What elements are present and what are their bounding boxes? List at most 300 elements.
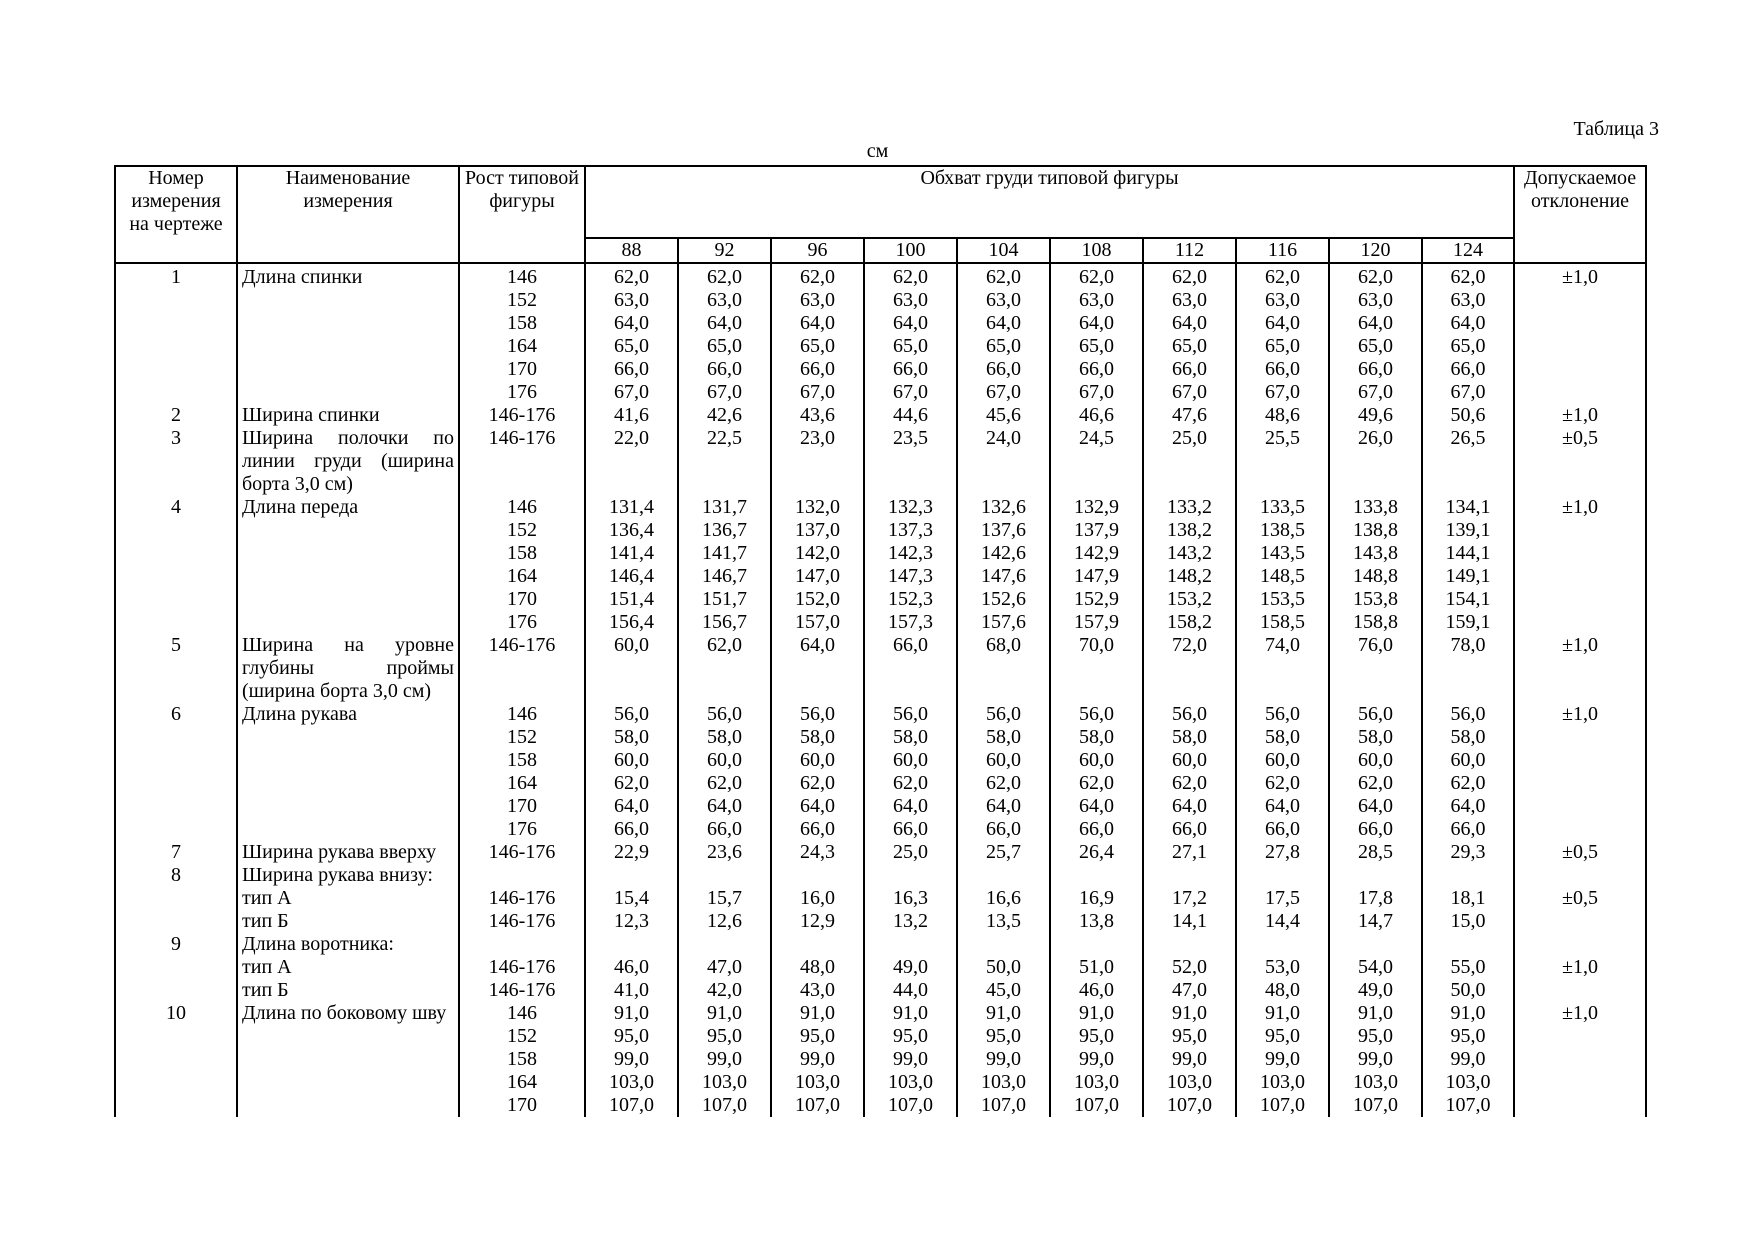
table-row — [115, 887, 1646, 910]
cell-number — [115, 956, 237, 979]
cell-value: 65,0 — [957, 335, 1050, 358]
cell-value: 137,6 — [957, 519, 1050, 542]
cell-name — [237, 1071, 459, 1094]
cell-value: 107,0 — [678, 1094, 771, 1117]
header-number-line: на чертеже — [129, 213, 223, 235]
cell-name — [237, 542, 459, 565]
cell-value: 103,0 — [678, 1071, 771, 1094]
cell-value: 152,6 — [957, 588, 1050, 611]
cell-value — [1236, 933, 1329, 956]
cell-value: 58,0 — [1050, 726, 1143, 749]
cell-value: 158,8 — [1329, 611, 1422, 634]
cell-name-line: Длина рукава — [242, 703, 357, 725]
cell-value: 47,0 — [678, 956, 771, 979]
cell-value: 62,0 — [1329, 772, 1422, 795]
cell-value: 64,0 — [1422, 795, 1514, 818]
cell-value: 58,0 — [678, 726, 771, 749]
table-row — [115, 956, 1646, 979]
cell-value: 60,0 — [957, 749, 1050, 772]
cell-tolerance — [1514, 864, 1646, 887]
cell-height: 146 — [459, 496, 585, 519]
header-tolerance-line: Допускаемое — [1523, 167, 1637, 189]
cell-value: 66,0 — [585, 818, 678, 841]
cell-value: 142,9 — [1050, 542, 1143, 565]
cell-value: 66,0 — [1329, 818, 1422, 841]
cell-tolerance — [1514, 1048, 1646, 1071]
cell-tolerance — [1514, 611, 1646, 634]
cell-height: 164 — [459, 1071, 585, 1094]
cell-value: 76,0 — [1329, 634, 1422, 703]
cell-value — [585, 864, 678, 887]
table-row — [115, 1025, 1646, 1048]
cell-tolerance — [1514, 979, 1646, 1002]
cell-value: 153,5 — [1236, 588, 1329, 611]
table-row — [115, 1048, 1646, 1071]
cell-value: 56,0 — [1236, 703, 1329, 726]
cell-tolerance — [1514, 1025, 1646, 1048]
cell-name — [237, 703, 459, 726]
cell-value: 42,0 — [678, 979, 771, 1002]
cell-tolerance: ±1,0 — [1514, 263, 1646, 289]
cell-value: 66,0 — [864, 358, 957, 381]
unit-label: см — [866, 140, 889, 162]
cell-value — [1143, 933, 1236, 956]
cell-value: 133,2 — [1143, 496, 1236, 519]
cell-value: 67,0 — [585, 381, 678, 404]
table-row — [115, 726, 1646, 749]
cell-tolerance — [1514, 335, 1646, 358]
cell-value: 99,0 — [1143, 1048, 1236, 1071]
cell-name — [237, 795, 459, 818]
cell-value: 22,0 — [585, 427, 678, 496]
cell-value: 67,0 — [1050, 381, 1143, 404]
cell-value: 143,8 — [1329, 542, 1422, 565]
cell-value: 60,0 — [1236, 749, 1329, 772]
cell-tolerance: ±1,0 — [1514, 703, 1646, 726]
cell-value: 53,0 — [1236, 956, 1329, 979]
cell-value: 66,0 — [1422, 358, 1514, 381]
cell-value: 49,6 — [1329, 404, 1422, 427]
header-chest-value: 116 — [1236, 238, 1329, 263]
cell-value: 64,0 — [771, 634, 864, 703]
cell-value: 70,0 — [1050, 634, 1143, 703]
cell-value: 143,2 — [1143, 542, 1236, 565]
cell-number: 5 — [115, 634, 237, 703]
cell-value: 23,6 — [678, 841, 771, 864]
cell-value: 64,0 — [1050, 795, 1143, 818]
cell-value — [1236, 864, 1329, 887]
cell-value: 147,3 — [864, 565, 957, 588]
cell-value: 159,1 — [1422, 611, 1514, 634]
cell-value: 64,0 — [1143, 312, 1236, 335]
cell-value: 25,5 — [1236, 427, 1329, 496]
cell-value: 58,0 — [771, 726, 864, 749]
cell-value: 147,6 — [957, 565, 1050, 588]
cell-value: 66,0 — [1050, 818, 1143, 841]
cell-value: 64,0 — [1236, 795, 1329, 818]
cell-value: 60,0 — [1050, 749, 1143, 772]
cell-value: 16,9 — [1050, 887, 1143, 910]
cell-value: 67,0 — [1236, 381, 1329, 404]
cell-height: 170 — [459, 1094, 585, 1117]
cell-value — [678, 933, 771, 956]
cell-name — [237, 772, 459, 795]
cell-value: 17,8 — [1329, 887, 1422, 910]
cell-value: 67,0 — [771, 381, 864, 404]
cell-value: 67,0 — [1422, 381, 1514, 404]
header-chest-group: Обхват груди типовой фигуры — [585, 166, 1514, 238]
cell-value: 91,0 — [957, 1002, 1050, 1025]
cell-value — [678, 864, 771, 887]
table-row — [115, 703, 1646, 726]
cell-height: 170 — [459, 588, 585, 611]
cell-name-line: (ширина борта 3,0 см) — [242, 680, 432, 702]
cell-number — [115, 588, 237, 611]
header-name-line: измерения — [303, 190, 393, 212]
cell-value: 56,0 — [1050, 703, 1143, 726]
cell-value: 157,9 — [1050, 611, 1143, 634]
cell-height: 146-176 — [459, 841, 585, 864]
cell-value: 95,0 — [1422, 1025, 1514, 1048]
cell-value: 99,0 — [678, 1048, 771, 1071]
cell-height: 146-176 — [459, 634, 585, 703]
cell-tolerance — [1514, 542, 1646, 565]
cell-value: 107,0 — [957, 1094, 1050, 1117]
header-chest-value: 96 — [771, 238, 864, 263]
cell-value: 133,8 — [1329, 496, 1422, 519]
cell-value — [1422, 933, 1514, 956]
cell-value: 141,7 — [678, 542, 771, 565]
cell-height: 152 — [459, 289, 585, 312]
cell-value: 63,0 — [678, 289, 771, 312]
cell-value: 66,0 — [1236, 818, 1329, 841]
cell-value: 65,0 — [771, 335, 864, 358]
table-row — [115, 749, 1646, 772]
cell-value: 67,0 — [1143, 381, 1236, 404]
cell-value: 64,0 — [771, 795, 864, 818]
cell-name-line: тип А — [242, 887, 292, 909]
cell-value: 132,3 — [864, 496, 957, 519]
cell-value: 99,0 — [1050, 1048, 1143, 1071]
cell-value: 64,0 — [1329, 795, 1422, 818]
cell-number — [115, 611, 237, 634]
cell-number — [115, 910, 237, 933]
cell-name-line: тип Б — [242, 910, 289, 932]
cell-tolerance — [1514, 289, 1646, 312]
table-row — [115, 519, 1646, 542]
cell-value: 28,5 — [1329, 841, 1422, 864]
cell-value: 147,0 — [771, 565, 864, 588]
cell-name — [237, 404, 459, 427]
cell-height: 158 — [459, 1048, 585, 1071]
cell-name — [237, 1025, 459, 1048]
cell-value: 60,0 — [1143, 749, 1236, 772]
cell-value: 95,0 — [1050, 1025, 1143, 1048]
cell-value: 62,0 — [1236, 772, 1329, 795]
cell-tolerance: ±0,5 — [1514, 887, 1646, 910]
cell-value: 64,0 — [1143, 795, 1236, 818]
cell-name — [237, 933, 459, 956]
cell-value: 64,0 — [864, 312, 957, 335]
cell-value: 103,0 — [864, 1071, 957, 1094]
header-chest-value: 100 — [864, 238, 957, 263]
cell-value: 136,4 — [585, 519, 678, 542]
cell-tolerance — [1514, 588, 1646, 611]
cell-value: 15,4 — [585, 887, 678, 910]
cell-value: 65,0 — [1050, 335, 1143, 358]
cell-tolerance — [1514, 910, 1646, 933]
cell-value: 107,0 — [864, 1094, 957, 1117]
cell-value: 66,0 — [585, 358, 678, 381]
cell-name — [237, 1002, 459, 1025]
header-tolerance — [1514, 166, 1646, 263]
cell-value — [864, 864, 957, 887]
cell-height: 146-176 — [459, 979, 585, 1002]
cell-value: 91,0 — [585, 1002, 678, 1025]
cell-value: 137,9 — [1050, 519, 1143, 542]
cell-name-line: Ширина спинки — [242, 404, 380, 426]
cell-number — [115, 1048, 237, 1071]
cell-name-line: глубины проймы — [242, 657, 454, 679]
cell-value — [771, 864, 864, 887]
cell-value: 45,6 — [957, 404, 1050, 427]
table-row — [115, 335, 1646, 358]
cell-value: 139,1 — [1422, 519, 1514, 542]
table-row — [115, 358, 1646, 381]
table-row — [115, 565, 1646, 588]
cell-value: 62,0 — [1236, 263, 1329, 289]
cell-tolerance — [1514, 519, 1646, 542]
cell-value: 48,0 — [771, 956, 864, 979]
cell-name — [237, 726, 459, 749]
cell-name — [237, 910, 459, 933]
cell-value: 72,0 — [1143, 634, 1236, 703]
cell-number: 3 — [115, 427, 237, 496]
cell-value: 107,0 — [1329, 1094, 1422, 1117]
cell-value: 137,0 — [771, 519, 864, 542]
cell-value — [1050, 864, 1143, 887]
cell-value: 46,0 — [1050, 979, 1143, 1002]
cell-value: 143,5 — [1236, 542, 1329, 565]
cell-value: 13,8 — [1050, 910, 1143, 933]
cell-value: 103,0 — [957, 1071, 1050, 1094]
cell-value: 158,5 — [1236, 611, 1329, 634]
cell-value: 156,7 — [678, 611, 771, 634]
table-row — [115, 427, 1646, 496]
header-chest-value: 120 — [1329, 238, 1422, 263]
cell-value: 107,0 — [585, 1094, 678, 1117]
cell-name — [237, 289, 459, 312]
cell-tolerance — [1514, 1071, 1646, 1094]
cell-value: 153,8 — [1329, 588, 1422, 611]
cell-name — [237, 588, 459, 611]
cell-value: 27,8 — [1236, 841, 1329, 864]
cell-value: 95,0 — [1143, 1025, 1236, 1048]
cell-value — [1329, 864, 1422, 887]
table-row — [115, 772, 1646, 795]
cell-name — [237, 496, 459, 519]
cell-name-line: борта 3,0 см) — [242, 473, 353, 495]
cell-value: 58,0 — [957, 726, 1050, 749]
cell-name — [237, 841, 459, 864]
cell-value: 62,0 — [1422, 772, 1514, 795]
cell-value: 58,0 — [1329, 726, 1422, 749]
cell-value: 142,3 — [864, 542, 957, 565]
cell-name — [237, 887, 459, 910]
cell-name — [237, 565, 459, 588]
cell-value: 63,0 — [957, 289, 1050, 312]
cell-value: 62,0 — [864, 772, 957, 795]
cell-value: 91,0 — [771, 1002, 864, 1025]
cell-value: 142,6 — [957, 542, 1050, 565]
cell-number: 8 — [115, 864, 237, 887]
cell-tolerance — [1514, 358, 1646, 381]
cell-value: 65,0 — [678, 335, 771, 358]
cell-value — [771, 933, 864, 956]
cell-value: 99,0 — [957, 1048, 1050, 1071]
cell-number — [115, 749, 237, 772]
cell-value: 62,0 — [1329, 263, 1422, 289]
cell-value: 66,0 — [1143, 358, 1236, 381]
cell-value: 67,0 — [864, 381, 957, 404]
cell-value: 157,0 — [771, 611, 864, 634]
cell-number — [115, 726, 237, 749]
cell-height: 146 — [459, 263, 585, 289]
cell-value — [957, 864, 1050, 887]
cell-value: 151,4 — [585, 588, 678, 611]
cell-value: 64,0 — [1329, 312, 1422, 335]
cell-value: 133,5 — [1236, 496, 1329, 519]
cell-value: 154,1 — [1422, 588, 1514, 611]
cell-value: 55,0 — [1422, 956, 1514, 979]
cell-value: 64,0 — [1236, 312, 1329, 335]
table-row — [115, 818, 1646, 841]
cell-value: 62,0 — [771, 772, 864, 795]
cell-value: 103,0 — [1422, 1071, 1514, 1094]
cell-height: 164 — [459, 565, 585, 588]
cell-value: 24,3 — [771, 841, 864, 864]
cell-value: 49,0 — [864, 956, 957, 979]
header-number — [115, 166, 237, 263]
cell-name — [237, 335, 459, 358]
cell-number — [115, 312, 237, 335]
cell-value: 50,0 — [1422, 979, 1514, 1002]
cell-value: 22,9 — [585, 841, 678, 864]
cell-value: 65,0 — [864, 335, 957, 358]
cell-value: 52,0 — [1143, 956, 1236, 979]
cell-value: 56,0 — [771, 703, 864, 726]
cell-value: 62,0 — [585, 263, 678, 289]
cell-value: 66,0 — [678, 818, 771, 841]
table-row — [115, 611, 1646, 634]
cell-value — [585, 933, 678, 956]
cell-value: 66,0 — [1422, 818, 1514, 841]
table-row — [115, 496, 1646, 519]
cell-height: 158 — [459, 749, 585, 772]
cell-value: 16,0 — [771, 887, 864, 910]
cell-number: 4 — [115, 496, 237, 519]
cell-value: 62,0 — [678, 772, 771, 795]
cell-value: 66,0 — [957, 818, 1050, 841]
cell-value: 64,0 — [678, 312, 771, 335]
cell-value: 47,6 — [1143, 404, 1236, 427]
cell-value: 78,0 — [1422, 634, 1514, 703]
cell-tolerance — [1514, 795, 1646, 818]
table-row — [115, 841, 1646, 864]
cell-value: 64,0 — [957, 795, 1050, 818]
cell-value: 47,0 — [1143, 979, 1236, 1002]
cell-value: 138,8 — [1329, 519, 1422, 542]
cell-value: 91,0 — [678, 1002, 771, 1025]
cell-name — [237, 263, 459, 289]
table-row — [115, 542, 1646, 565]
cell-height — [459, 933, 585, 956]
cell-value: 95,0 — [1236, 1025, 1329, 1048]
cell-value: 50,6 — [1422, 404, 1514, 427]
cell-value: 146,4 — [585, 565, 678, 588]
cell-value: 64,0 — [771, 312, 864, 335]
cell-value: 62,0 — [1050, 263, 1143, 289]
cell-value: 58,0 — [585, 726, 678, 749]
cell-name — [237, 381, 459, 404]
cell-value: 99,0 — [1329, 1048, 1422, 1071]
cell-value: 56,0 — [1422, 703, 1514, 726]
cell-height: 164 — [459, 772, 585, 795]
cell-name — [237, 818, 459, 841]
cell-value: 91,0 — [1236, 1002, 1329, 1025]
cell-name-line: Ширина на уровне — [242, 634, 454, 656]
cell-height: 158 — [459, 542, 585, 565]
cell-value: 66,0 — [771, 818, 864, 841]
cell-height: 170 — [459, 358, 585, 381]
cell-value: 23,5 — [864, 427, 957, 496]
cell-value: 14,4 — [1236, 910, 1329, 933]
cell-name-line: Длина по боковому шву — [242, 1002, 447, 1024]
cell-value: 25,0 — [1143, 427, 1236, 496]
cell-number: 2 — [115, 404, 237, 427]
cell-value: 142,0 — [771, 542, 864, 565]
cell-value: 147,9 — [1050, 565, 1143, 588]
cell-value — [1329, 933, 1422, 956]
cell-value: 65,0 — [585, 335, 678, 358]
cell-name-line: Ширина рукава внизу: — [242, 864, 433, 886]
cell-value: 24,5 — [1050, 427, 1143, 496]
cell-value: 66,0 — [1143, 818, 1236, 841]
cell-value: 12,3 — [585, 910, 678, 933]
cell-value: 91,0 — [1143, 1002, 1236, 1025]
cell-value: 91,0 — [864, 1002, 957, 1025]
cell-value: 22,5 — [678, 427, 771, 496]
cell-value: 64,0 — [678, 795, 771, 818]
cell-height: 146-176 — [459, 404, 585, 427]
cell-value: 95,0 — [957, 1025, 1050, 1048]
cell-value: 46,0 — [585, 956, 678, 979]
cell-value: 66,0 — [864, 818, 957, 841]
table-row — [115, 795, 1646, 818]
cell-value: 91,0 — [1422, 1002, 1514, 1025]
cell-value: 95,0 — [1329, 1025, 1422, 1048]
cell-value: 58,0 — [1422, 726, 1514, 749]
cell-value: 56,0 — [1329, 703, 1422, 726]
cell-value: 46,6 — [1050, 404, 1143, 427]
cell-number: 1 — [115, 263, 237, 289]
cell-name-line: Ширина рукава вверху — [242, 841, 437, 863]
cell-value: 153,2 — [1143, 588, 1236, 611]
cell-value: 64,0 — [864, 795, 957, 818]
cell-value: 66,0 — [678, 358, 771, 381]
cell-tolerance: ±0,5 — [1514, 841, 1646, 864]
cell-value: 62,0 — [957, 772, 1050, 795]
